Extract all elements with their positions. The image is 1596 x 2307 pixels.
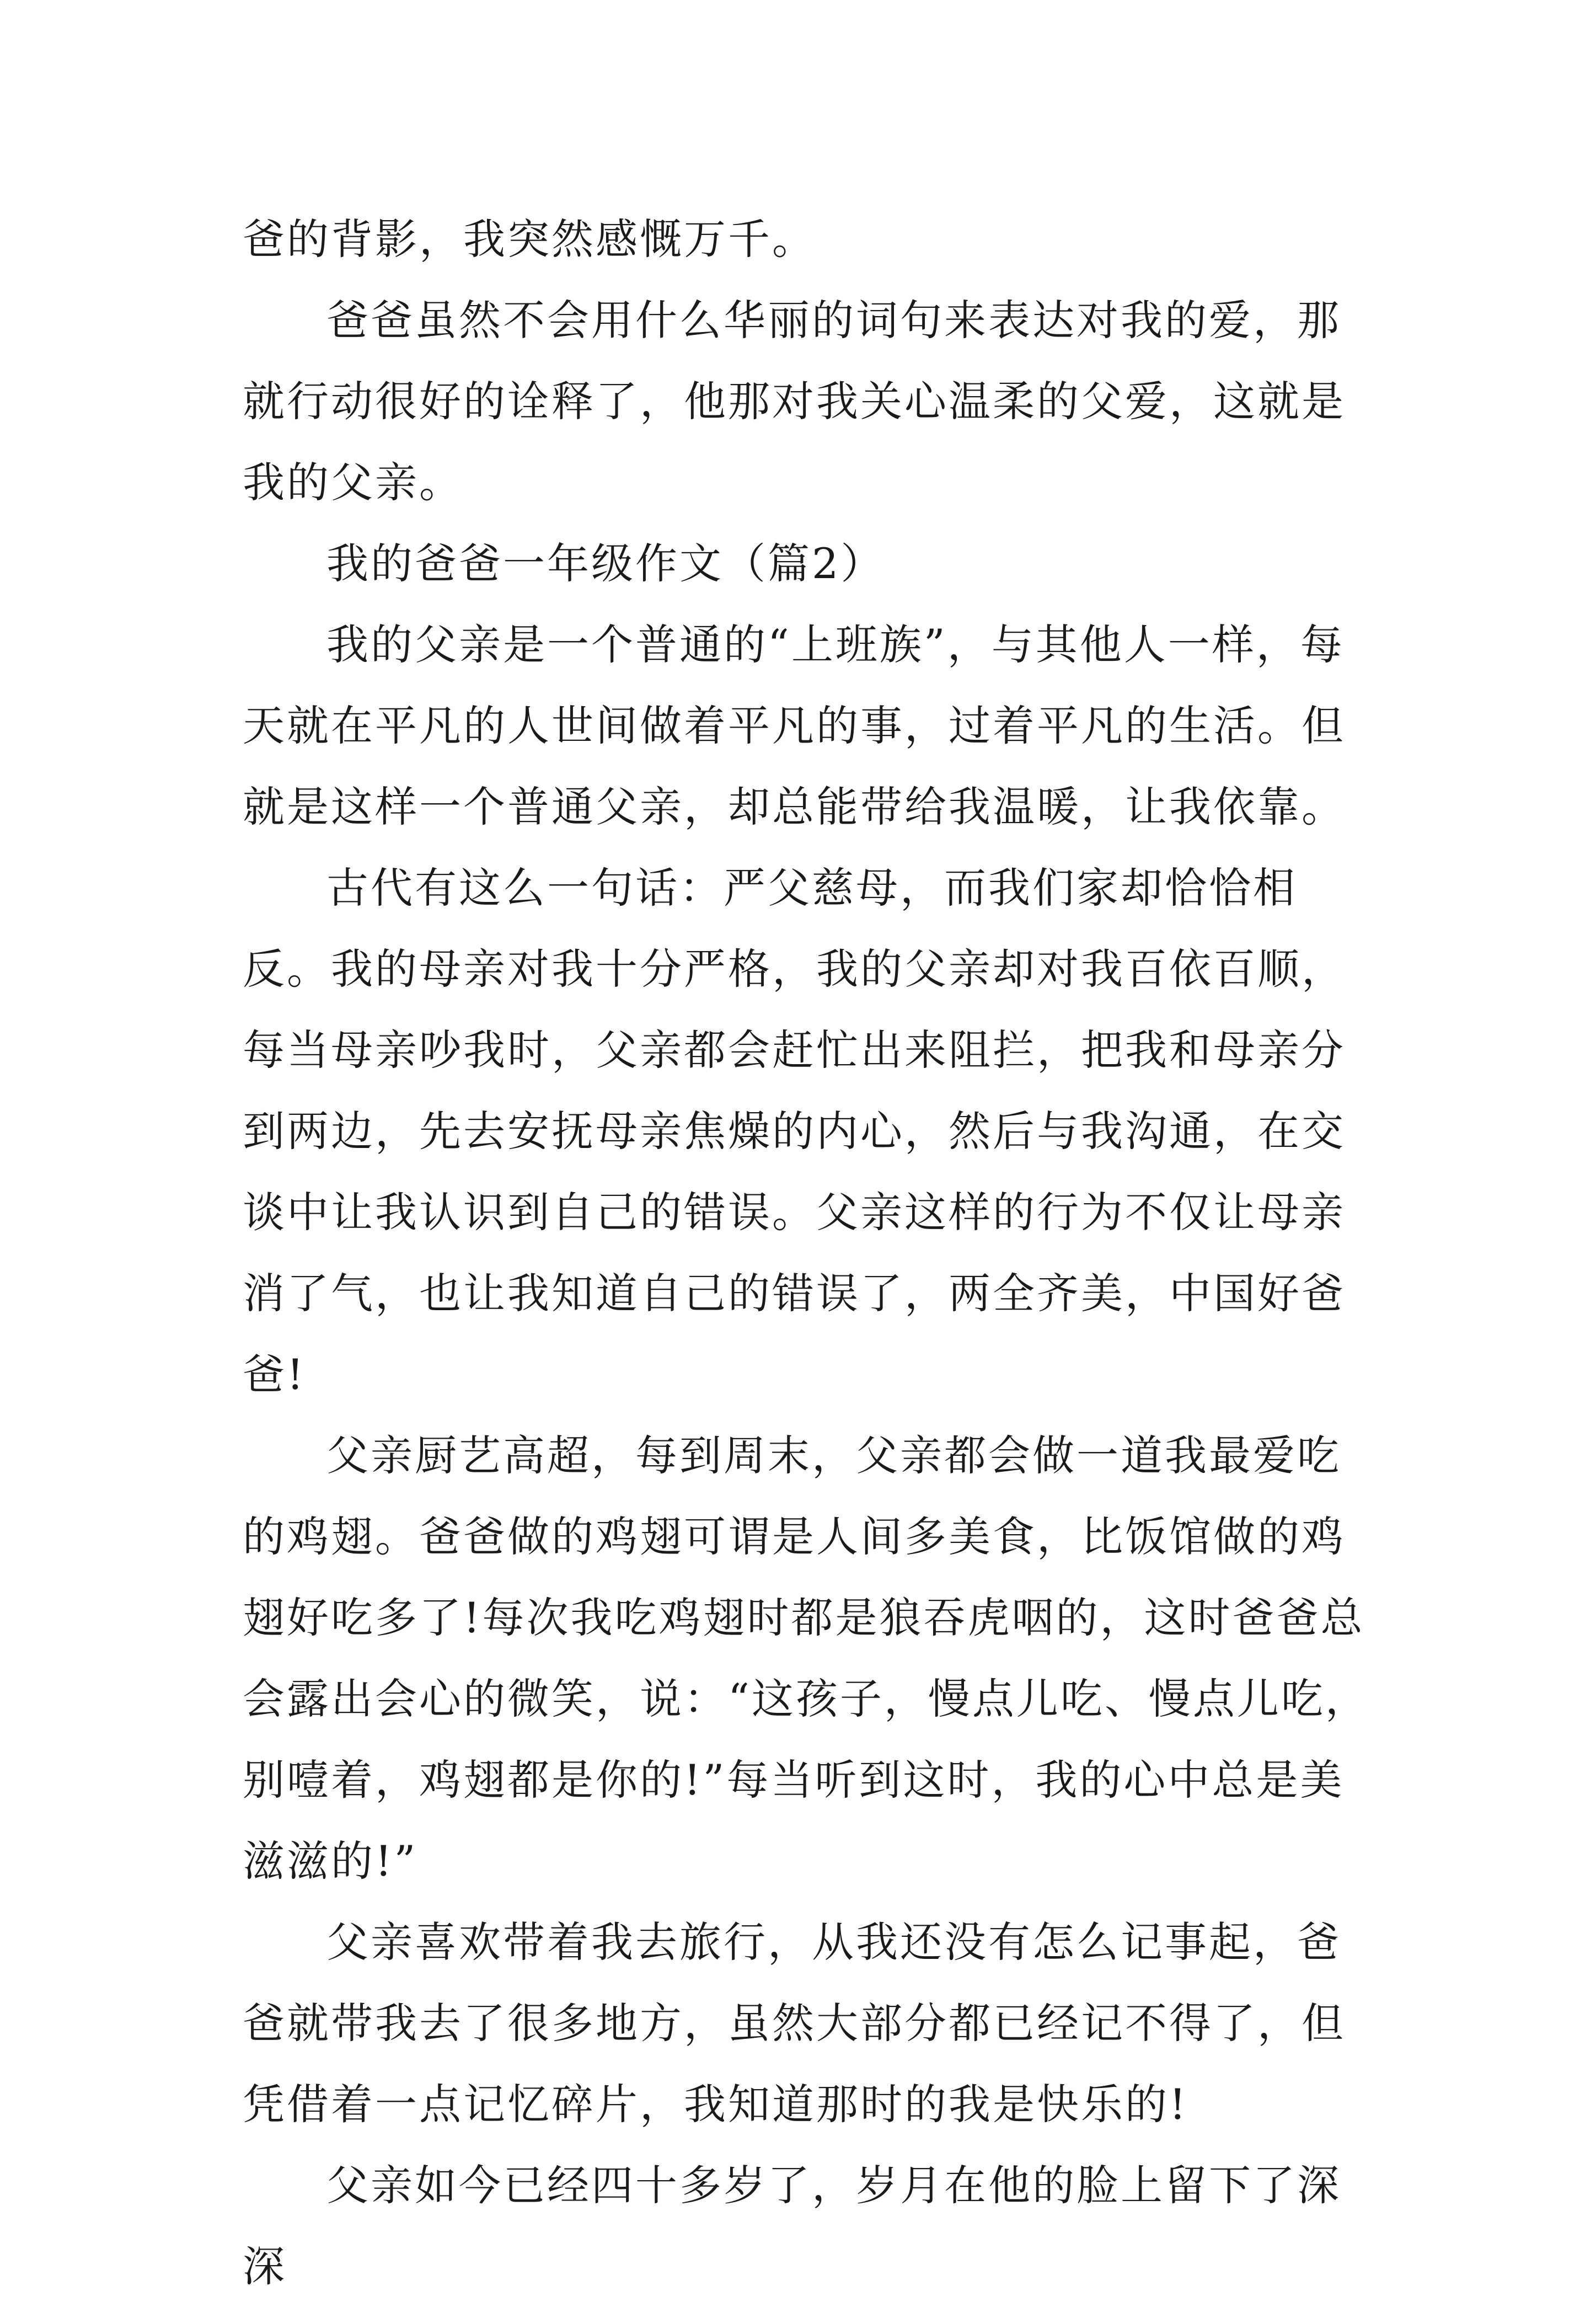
paragraph-travel: 父亲喜欢带着我去旅行，从我还没有怎么记事起，爸爸就带我去了很多地方，虽然大部分都已经记不得了，但凭借着一点记忆碎片，我知道那时的我是快乐的! <box>243 1918 1346 2129</box>
document-body <box>243 199 1373 2307</box>
paragraph-father-love: 爸爸虽然不会用什么华丽的词句来表达对我的爱，那就行动很好的诠释了，他那对我关心温柔的父爱，这就是我的父亲。 <box>243 296 1346 507</box>
paragraph-continuation: 爸的背影，我突然感慨万千。 <box>243 215 816 264</box>
paragraph-age: 父亲如今已经四十多岁了，岁月在他的脸上留下了深深 <box>243 2161 1341 2291</box>
paragraph-strict-mother: 古代有这么一句话：严父慈母，而我们家却恰恰相反。我的母亲对我十分严格，我的父亲却对我百依百顺，每当母亲吵我时，父亲都会赶忙出来阻拦，把我和母亲分到两边，先去安抚母亲焦燥的内心，然后与我沟通，在交谈中让我认识到自己的错误。父亲这样的行为不仅让母亲消了气，也让我知道自己的错误了，两全齐美，中国好爸爸! <box>243 863 1346 1399</box>
paragraph-cooking: 父亲厨艺高超，每到周末，父亲都会做一道我最爱吃的鸡翅。爸爸做的鸡翅可谓是人间多美食，比饭馆做的鸡翅好吃多了!每次我吃鸡翅时都是狼吞虎咽的，这时爸爸总会露出会心的微笑，说：“这孩子，慢点儿吃、慢点儿吃，别噎着，鸡翅都是你的!”每当听到这时，我的心中总是美滋滋的!” <box>243 1431 1369 1886</box>
essay-heading: 我的爸爸一年级作文（篇2） <box>326 539 885 588</box>
paragraph-office-worker: 我的父亲是一个普通的“上班族”，与其他人一样，每天就在平凡的人世间做着平凡的事，过着平凡的生活。但就是这样一个普通父亲，却总能带给我温暖，让我依靠。 <box>243 620 1346 831</box>
